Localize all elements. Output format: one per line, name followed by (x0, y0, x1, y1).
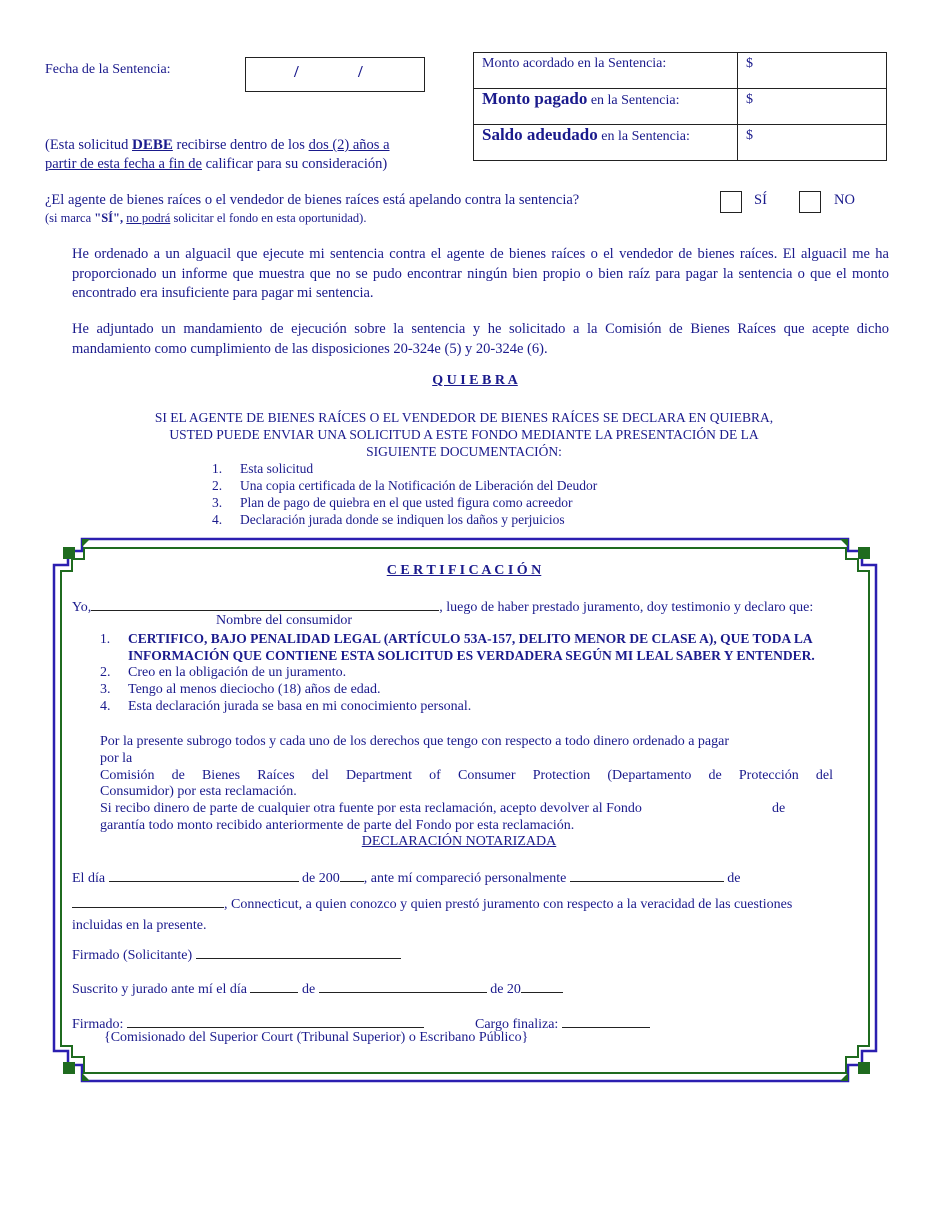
mandamiento-paragraph: He adjuntado un mandamiento de ejecución sobre la sentencia y he solicitado a la Comisión de Bienes Raíces que acepte dicho mandamiento como cumplimiento de las disposiciones 20-324e (5) y 20-324e (6). (72, 321, 889, 357)
list-item: 3. Plan de pago de quiebra en el que usted figura como acreedor (212, 495, 573, 510)
corner-square (858, 1062, 870, 1074)
table-row (474, 125, 887, 161)
amount-agreed-field[interactable]: $ (738, 53, 887, 89)
consumer-name-field[interactable] (91, 596, 439, 611)
bankruptcy-document-list (212, 460, 598, 528)
list-item: 1. CERTIFICO, BAJO PENALIDAD LEGAL (ARTÍCULO 53A-157, DELITO MENOR DE CLASE A), QUE TODA LA INFORMACIÓN QUE CONTIENE ESTA SOLICITUD ES VERDADERA SEGÚN MI LEAL SABER Y ENTENDER. (100, 631, 815, 663)
date-separator: / (358, 62, 363, 81)
appeal-note: (si marca "SÍ", no podrá solicitar el fondo en esta oportunidad). (45, 211, 367, 225)
date-label: Fecha de la Sentencia: (45, 62, 171, 77)
applicant-signature-field[interactable] (196, 944, 401, 959)
appeal-no-checkbox[interactable] (799, 191, 821, 213)
bankruptcy-intro: SI EL AGENTE DE BIENES RAÍCES O EL VENDEDOR DE BIENES RAÍCES SE DECLARA EN QUIEBRA, USTED PUEDE ENVIAR UNA SOLICITUD A ESTE FONDO MEDIANTE LA PRESENTACIÓN DE LA SIGUIENTE DOCUMENTACIÓN: (154, 410, 774, 459)
amount-paid-label: Monto pagado en la Sentencia: (474, 89, 738, 125)
corner-square (63, 1062, 75, 1074)
list-item: 2. Una copia certificada de la Notificación de Liberación del Deudor (212, 478, 598, 493)
table-row (474, 53, 887, 89)
appeal-yes-label: SÍ (754, 192, 767, 208)
amount-agreed-label: Monto acordado en la Sentencia: (474, 53, 738, 89)
notary-included: incluidas en la presente. (72, 918, 207, 933)
table-row (474, 89, 887, 125)
notary-title: DECLARACIÓN NOTARIZADA (361, 834, 557, 849)
corner-square (858, 547, 870, 559)
date-separator: / (294, 62, 299, 81)
appeal-yes-checkbox[interactable] (720, 191, 742, 213)
appearing-person-field[interactable] (570, 867, 724, 882)
notary-date-line: El día de 200 , ante mí compareció personalmente de (72, 867, 741, 887)
list-item: 2. Creo en la obligación de un juramento. (100, 665, 347, 680)
certification-title: C E R T I F I C A C I Ó N (386, 563, 542, 578)
balance-due-field[interactable]: $ (738, 125, 887, 161)
deadline-note: (Esta solicitud DEBE recibirse dentro de los dos (2) años a partir de esta fecha a fin de calificar para su consideración) (45, 137, 390, 172)
consumer-name-caption: Nombre del consumidor (216, 613, 353, 628)
commissioner-caption: {Comisionado del Superior Court (Tribunal Superior) o Escribano Público} (104, 1030, 529, 1045)
declarant-line: Yo, , luego de haber prestado juramento, doy testimonio y declaro que: (72, 596, 813, 616)
corner-square (63, 547, 75, 559)
amount-paid-field[interactable]: $ (738, 89, 887, 125)
certification-list (100, 630, 815, 715)
town-field[interactable] (72, 893, 224, 908)
commission-expires-line: Cargo finaliza: (475, 1013, 650, 1033)
list-item: 4. Declaración jurada donde se indiquen los daños y perjuicios (212, 512, 565, 527)
bankruptcy-title: Q U I E B R A (432, 373, 518, 388)
subrogation-paragraph: Por la presente subrogo todos y cada uno de los derechos que tengo con respecto a todo dinero ordenado a pagar por la Comisión de Bienes Raíces del Department of Consumer Protection (Departamento de Protección del Consumidor) por esta reclamación. Si recibo dinero de parte de cualquier otra fuente por esta reclamación, acepto devolver al Fondo de garantía todo monto recibido anteriormente de parte del Fondo por esta reclamación. (100, 734, 833, 833)
notary-town-line: , Connecticut, a quien conozco y quien prestó juramento con respecto a la veracidad de las cuestiones (72, 893, 792, 913)
appeal-no-label: NO (834, 192, 855, 208)
notary-signature-line: Firmado: (72, 1013, 424, 1033)
list-item: 3. Tengo al menos dieciocho (18) años de edad. (100, 682, 381, 697)
list-item: 1. Esta solicitud (212, 461, 314, 476)
sworn-day-field[interactable] (250, 978, 298, 993)
notary-signature-field[interactable] (127, 1013, 424, 1028)
sworn-year-field[interactable] (521, 978, 563, 993)
commission-expires-field[interactable] (562, 1013, 650, 1028)
amount-table (473, 52, 887, 161)
list-item: 4. Esta declaración jurada se basa en mi conocimiento personal. (100, 699, 472, 714)
applicant-signature-line: Firmado (Solicitante) (72, 944, 401, 964)
notary-year-field[interactable] (340, 867, 364, 882)
sworn-line: Suscrito y jurado ante mí el día de de 20 (72, 978, 563, 998)
notary-day-field[interactable] (109, 867, 299, 882)
sworn-month-field[interactable] (319, 978, 487, 993)
alguacil-paragraph: He ordenado a un alguacil que ejecute mi sentencia contra el agente de bienes raíces o el vendedor de bienes raíces. El alguacil me ha proporcionado un informe que muestra que no se pudo encontrar ningún bien propio o bien raíz para pagar la sentencia o que el monto encontrado era insuficiente para pagar mi sentencia. (72, 246, 889, 301)
date-field[interactable] (245, 57, 425, 92)
balance-due-label: Saldo adeudado en la Sentencia: (474, 125, 738, 161)
appeal-question: ¿El agente de bienes raíces o el vendedor de bienes raíces está apelando contra la sentencia? (45, 192, 580, 208)
